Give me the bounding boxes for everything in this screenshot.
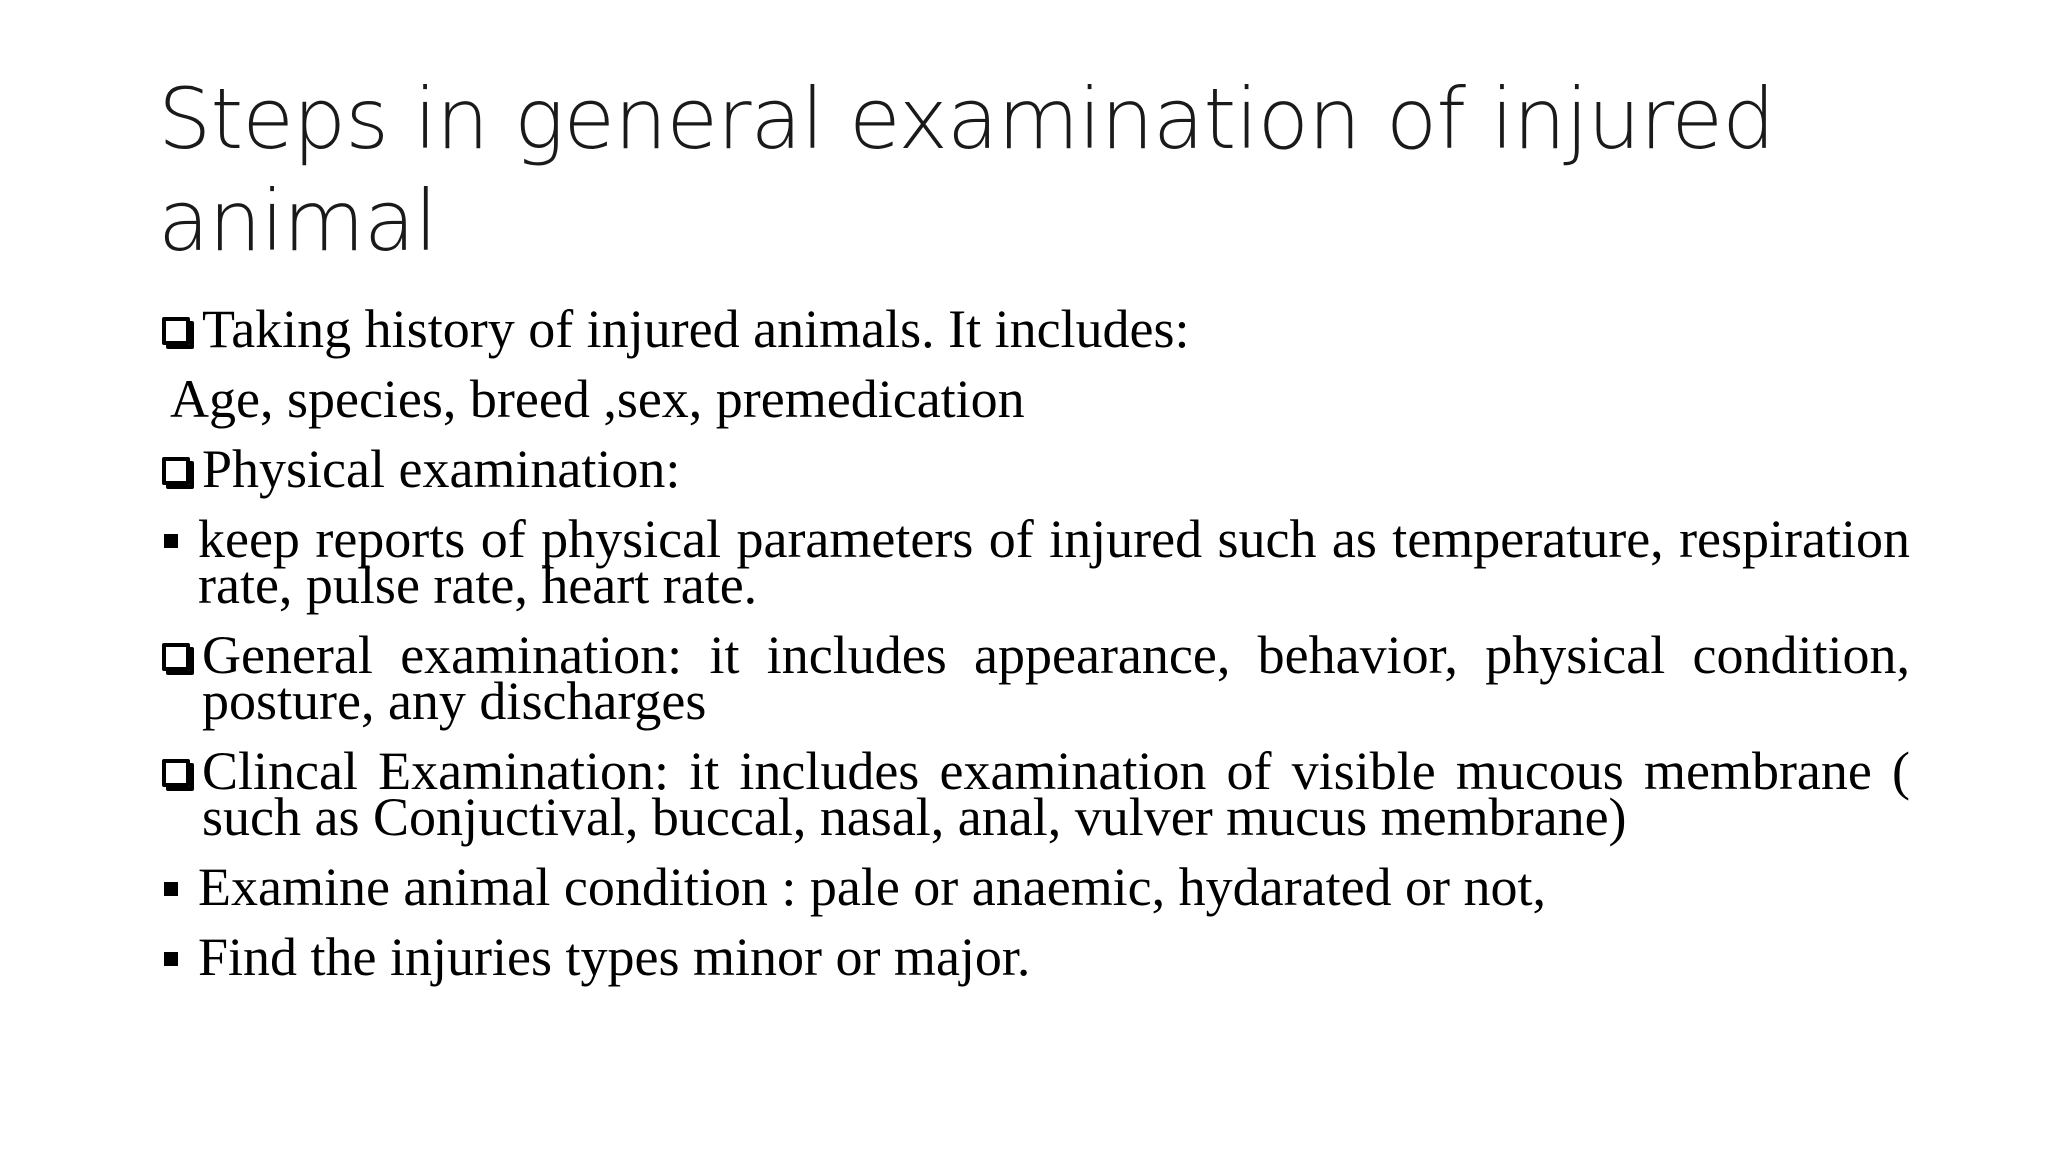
checkbox-icon: [162, 317, 190, 345]
list-item-text: Examine animal condition : pale or anaemic, hydarated or not,: [198, 857, 1547, 917]
square-bullet-icon: [164, 952, 178, 966]
slide-title: Steps in general examination of injured animal: [158, 70, 1775, 270]
checkbox-icon: [162, 759, 190, 787]
content-list: [158, 299, 1910, 987]
list-item-text: General examination: it includes appearance, behavior, physical condition, posture, any discharges: [202, 625, 1910, 731]
list-item-general-examination: [158, 625, 1910, 731]
list-item-clinical-examination: [158, 741, 1910, 847]
list-item-text: Physical examination:: [202, 439, 681, 499]
list-item-animal-condition: [158, 857, 1910, 917]
square-bullet-icon: [164, 534, 178, 548]
checkbox-icon: [162, 457, 190, 485]
square-bullet-icon: [164, 882, 178, 896]
list-item-history: [158, 299, 1910, 359]
list-item-history-details: [158, 369, 1910, 429]
list-item-text: Clincal Examination: it includes examination of visible mucous membrane ( such as Conjuctival, buccal, nasal, anal, vulver mucus membrane): [202, 741, 1910, 847]
list-item-physical-parameters: [158, 509, 1910, 615]
list-item-text: Find the injuries types minor or major.: [198, 927, 1031, 987]
checkbox-icon: [162, 643, 190, 671]
list-item-text: Taking history of injured animals. It includes:: [202, 299, 1190, 359]
list-item-injury-types: [158, 927, 1910, 987]
list-item-physical-examination: [158, 439, 1910, 499]
list-item-text: Age, species, breed ,sex, premedication: [170, 369, 1025, 429]
list-item-text: keep reports of physical parameters of injured such as temperature, respiration rate, pulse rate, heart rate.: [198, 509, 1910, 615]
